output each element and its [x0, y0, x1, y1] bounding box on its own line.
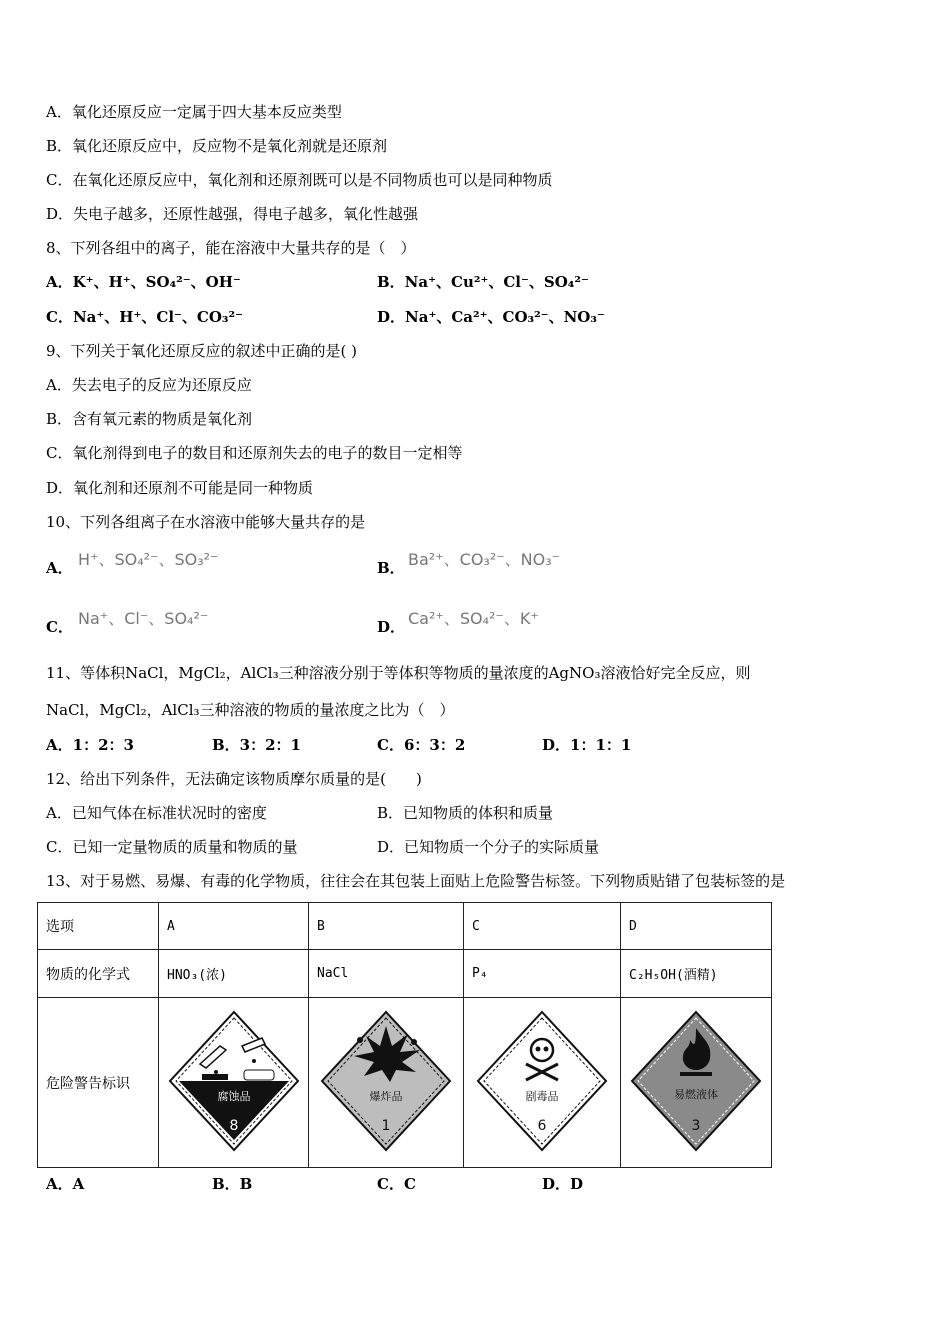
- q8-option-b: B．Na⁺、Cu²⁺、Cl⁻、SO₄²⁻: [377, 273, 589, 291]
- q13-option-a: A．A: [46, 1175, 85, 1193]
- q12-option-d: D．已知物质一个分子的实际质量: [377, 838, 600, 856]
- explosive-label-icon: [316, 1006, 456, 1156]
- corrosive-label-text: 腐蚀品: [217, 1089, 250, 1103]
- table-cell: NaCl: [309, 950, 464, 998]
- flammable-label-number: 3: [691, 1117, 701, 1134]
- corrosive-label-number: 8: [229, 1117, 238, 1134]
- explosive-label-text: 爆炸品: [369, 1089, 403, 1103]
- flammable-label-text: 易燃液体: [674, 1087, 718, 1101]
- q9-option-c: C．氧化剂得到电子的数目和还原剂失去的电子的数目一定相等: [46, 444, 463, 462]
- table-cell: HNO₃(浓): [159, 950, 309, 998]
- table-row: [38, 950, 772, 998]
- table-cell: A: [159, 903, 309, 950]
- q7-option-d: D．失电子越多，还原性越强，得电子越多，氧化性越强: [46, 205, 419, 223]
- q7-option-a: A．氧化还原反应一定属于四大基本反应类型: [46, 103, 342, 121]
- q10-option-a-ions: H⁺、SO₄²⁻、SO₃²⁻: [78, 550, 219, 569]
- table-cell: 选项: [38, 903, 159, 950]
- q10-option-b-ions: Ba²⁺、CO₃²⁻、NO₃⁻: [408, 550, 561, 569]
- q10-option-d-label: D．: [377, 618, 406, 636]
- toxic-label-number: 6: [537, 1117, 547, 1134]
- q9-option-b: B．含有氧元素的物质是氧化剂: [46, 410, 253, 428]
- explosive-label-number: 1: [381, 1117, 391, 1134]
- table-cell: 危险警告标识: [38, 998, 159, 1168]
- q13-stem: 13、对于易燃、易爆、有毒的化学物质，往往会在其包装上面贴上危险警告标签。下列物质贴错了包装标签的是: [46, 872, 786, 890]
- q9-option-a: A．失去电子的反应为还原反应: [46, 376, 252, 394]
- q11-stem-line2: NaCl，MgCl₂，AlCl₃三种溶液的物质的量浓度之比为（ ）: [46, 701, 455, 719]
- table-cell: D: [621, 903, 772, 950]
- table-cell: C₂H₅OH(酒精): [621, 950, 772, 998]
- hazard-table: [37, 902, 772, 1168]
- q12-option-a: A．已知气体在标准状况时的密度: [46, 804, 267, 822]
- q10-option-b-label: B．: [377, 559, 405, 577]
- q9-stem: 9、下列关于氧化还原反应的叙述中正确的是( ): [46, 342, 358, 360]
- q7-option-b: B．氧化还原反应中，反应物不是氧化剂就是还原剂: [46, 137, 388, 155]
- q11-option-d: D．1：1：1: [542, 736, 632, 754]
- q10-option-c-ions: Na⁺、Cl⁻、SO₄²⁻: [78, 609, 209, 628]
- q8-option-d: D．Na⁺、Ca²⁺、CO₃²⁻、NO₃⁻: [377, 308, 605, 326]
- q9-option-d: D．氧化剂和还原剂不可能是同一种物质: [46, 479, 314, 497]
- q11-stem-line1: 11、等体积NaCl，MgCl₂，AlCl₃三种溶液分别于等体积等物质的量浓度的AgNO₃溶液恰好完全反应，则: [46, 664, 751, 682]
- toxic-label-text: 剧毒品: [525, 1089, 559, 1103]
- toxic-label-icon: [472, 1006, 612, 1156]
- table-cell: B: [309, 903, 464, 950]
- q13-option-d: D．D: [542, 1175, 584, 1193]
- q11-option-b: B．3：2：1: [212, 736, 301, 754]
- table-row: [38, 903, 772, 950]
- q12-option-b: B．已知物质的体积和质量: [377, 804, 554, 822]
- q11-option-a: A．1：2：3: [46, 736, 134, 754]
- q12-option-c: C．已知一定量物质的质量和物质的量: [46, 838, 298, 856]
- q12-stem: 12、给出下列条件，无法确定该物质摩尔质量的是( ): [46, 770, 422, 788]
- table-cell: [621, 998, 772, 1168]
- table-cell: C: [464, 903, 621, 950]
- table-cell: [464, 998, 621, 1168]
- corrosive-label-icon: [164, 1006, 304, 1156]
- q7-option-c: C．在氧化还原反应中，氧化剂和还原剂既可以是不同物质也可以是同种物质: [46, 171, 553, 189]
- q10-stem: 10、下列各组离子在水溶液中能够大量共存的是: [46, 513, 366, 531]
- q10-option-a-label: A．: [46, 559, 73, 577]
- q11-option-c: C．6：3：2: [377, 736, 466, 754]
- table-cell: P₄: [464, 950, 621, 998]
- q10-option-c-label: C．: [46, 618, 73, 636]
- q13-option-c: C．C: [377, 1175, 416, 1193]
- flammable-label-icon: [626, 1006, 766, 1156]
- q10-option-d-ions: Ca²⁺、SO₄²⁻、K⁺: [408, 609, 539, 628]
- table-cell: [159, 998, 309, 1168]
- table-row: [38, 998, 772, 1168]
- q13-option-b: B．B: [212, 1175, 253, 1193]
- q8-stem: 8、下列各组中的离子，能在溶液中大量共存的是（ ）: [46, 239, 416, 257]
- q8-option-a: A．K⁺、H⁺、SO₄²⁻、OH⁻: [46, 273, 241, 291]
- table-cell: [309, 998, 464, 1168]
- q8-option-c: C．Na⁺、H⁺、Cl⁻、CO₃²⁻: [46, 308, 243, 326]
- table-cell: 物质的化学式: [38, 950, 159, 998]
